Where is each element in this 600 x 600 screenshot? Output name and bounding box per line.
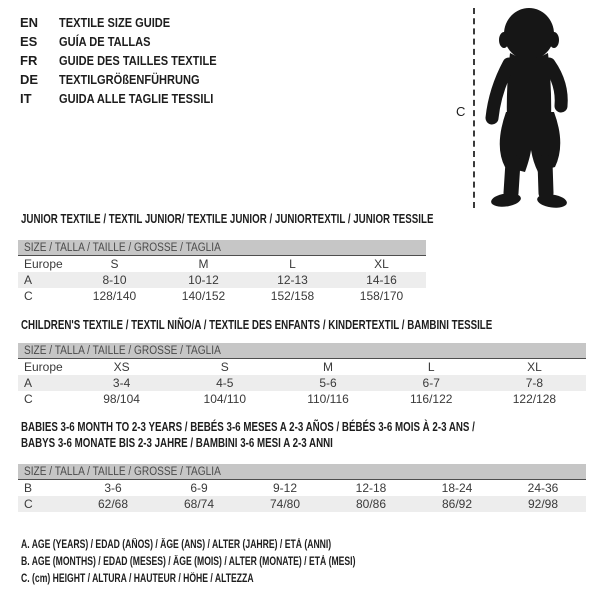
table-cell: 152/158	[270, 289, 315, 303]
language-header	[20, 13, 244, 108]
lang-code: DE	[20, 72, 39, 87]
table-cell: 9-12	[272, 481, 298, 495]
table-cell: XL	[527, 360, 542, 374]
table-row	[18, 288, 426, 304]
table-cell: L	[427, 360, 435, 374]
babies-table-rows	[18, 480, 586, 512]
children-table-title-text: CHILDREN'S TEXTILE / TEXTIL NIÑO/A / TEXTILE DES ENFANTS / KINDERTEXTIL / BAMBINI TESSILE	[21, 318, 493, 332]
table-cell: 80/86	[355, 497, 387, 511]
table-cell: 24-36	[527, 481, 559, 495]
junior-table-title-text: JUNIOR TEXTILE / TEXTIL JUNIOR/ TEXTILE JUNIOR / JUNIORTEXTIL / JUNIOR TESSILE	[21, 212, 434, 226]
table-cell: XS	[113, 360, 130, 374]
children-table-rows	[18, 359, 586, 407]
table-row	[18, 375, 586, 391]
size-header-band	[18, 464, 586, 480]
footnote-a	[21, 536, 467, 553]
table-cell: S	[110, 257, 119, 271]
footnote-c-text: C. (cm) HEIGHT / ALTURA / HAUTEUR / HÖHE / ALTEZZA	[21, 572, 254, 585]
lang-row-it	[20, 89, 244, 108]
table-cell: 116/122	[409, 392, 453, 406]
table-row	[18, 359, 586, 375]
table-cell: 110/116	[307, 392, 349, 406]
size-header-band	[18, 343, 586, 359]
table-cell: 104/110	[203, 392, 247, 406]
table-row	[18, 256, 426, 272]
table-cell: 68/74	[183, 497, 215, 511]
baby-silhouette-icon	[480, 6, 580, 210]
lang-row-es	[20, 32, 244, 51]
lang-title: GUIDA ALLE TAGLIE TESSILI	[59, 91, 214, 106]
babies-size-table	[18, 464, 586, 512]
lang-code: FR	[20, 53, 38, 68]
size-header-label: SIZE / TALLA / TAILLE / GRÖSSE / TAGLIA	[24, 241, 221, 254]
junior-table-rows	[18, 256, 426, 304]
footnote-a-text: A. AGE (YEARS) / EDAD (AÑOS) / ÂGE (ANS) / ALTER (JAHRE) / ETÀ (ANNI)	[21, 538, 332, 551]
footnotes	[21, 536, 467, 587]
lang-title: TEXTILGRÖßENFÜHRUNG	[59, 72, 200, 87]
table-cell: 7-8	[525, 376, 544, 390]
table-cell: 10-12	[188, 273, 219, 287]
table-cell: 3-4	[112, 376, 131, 390]
table-cell: M	[323, 360, 333, 374]
table-cell: M	[198, 257, 209, 271]
footnote-c	[21, 570, 467, 587]
table-cell: 14-16	[366, 273, 397, 287]
table-cell: L	[289, 257, 296, 271]
table-cell: 74/80	[269, 497, 301, 511]
table-cell: 8-10	[102, 273, 127, 287]
junior-size-table	[18, 240, 426, 304]
table-cell: 62/68	[97, 497, 129, 511]
lang-row-en	[20, 13, 244, 32]
baby-silhouette-shape	[490, 8, 568, 210]
row-label: A	[24, 273, 33, 287]
row-label: C	[24, 289, 33, 303]
table-cell: 6-9	[190, 481, 208, 495]
table-cell: 140/152	[181, 289, 226, 303]
table-cell: 4-5	[216, 376, 234, 390]
size-header-label: SIZE / TALLA / TAILLE / GRÖSSE / TAGLIA	[24, 344, 221, 357]
babies-table-title-line2: BABYS 3-6 MONATE BIS 2-3 JAHRE / BAMBINI 3-6 MESI A 2-3 ANNI	[21, 435, 333, 450]
lang-code: IT	[20, 91, 32, 106]
footnote-b-text: B. AGE (MONTHS) / EDAD (MESES) / ÂGE (MOIS) / ALTER (MONATE) / ETÀ (MESI)	[21, 555, 356, 568]
babies-table-title	[21, 420, 600, 451]
lang-row-de	[20, 70, 244, 89]
table-cell: 86/92	[441, 497, 473, 511]
table-row	[18, 480, 586, 496]
footnote-b	[21, 553, 467, 570]
table-row	[18, 272, 426, 288]
height-measure-label: C	[456, 104, 466, 119]
table-cell: 12-18	[355, 481, 387, 495]
lang-code: ES	[20, 34, 38, 49]
table-cell: 3-6	[104, 481, 122, 495]
height-measure-dashed-line	[473, 8, 475, 208]
lang-title: GUÍA DE TALLAS	[59, 34, 151, 49]
table-cell: S	[220, 360, 229, 374]
lang-row-fr	[20, 51, 244, 70]
size-header-band	[18, 240, 426, 256]
table-row	[18, 496, 586, 512]
children-table-title	[21, 318, 600, 334]
row-label: B	[24, 481, 33, 495]
row-label: Europe	[24, 360, 63, 374]
row-label: C	[24, 497, 33, 511]
junior-table-title	[21, 212, 550, 228]
lang-code: EN	[20, 15, 39, 30]
lang-title: GUIDE DES TAILLES TEXTILE	[59, 53, 217, 68]
table-cell: 128/140	[92, 289, 137, 303]
children-size-table	[18, 343, 586, 407]
babies-table-title-line1: BABIES 3-6 MONTH TO 2-3 YEARS / BEBÉS 3-6 MESES A 2-3 AÑOS / BÉBÉS 3-6 MOIS À 2-3 ANS /	[21, 420, 475, 434]
table-cell: 6-7	[422, 376, 440, 390]
table-cell: 18-24	[441, 481, 473, 495]
lang-title: TEXTILE SIZE GUIDE	[59, 15, 171, 30]
table-cell: 158/170	[359, 289, 404, 303]
table-cell: 92/98	[527, 497, 559, 511]
table-cell: 5-6	[319, 376, 337, 390]
table-cell: 98/104	[103, 392, 140, 406]
table-cell: 12-13	[277, 273, 308, 287]
row-label: A	[24, 376, 33, 390]
table-cell: XL	[374, 257, 389, 271]
table-row	[18, 391, 586, 407]
row-label: Europe	[24, 257, 63, 271]
size-header-label: SIZE / TALLA / TAILLE / GRÖSSE / TAGLIA	[24, 465, 221, 478]
row-label: C	[24, 392, 33, 406]
table-cell: 122/128	[512, 392, 557, 406]
